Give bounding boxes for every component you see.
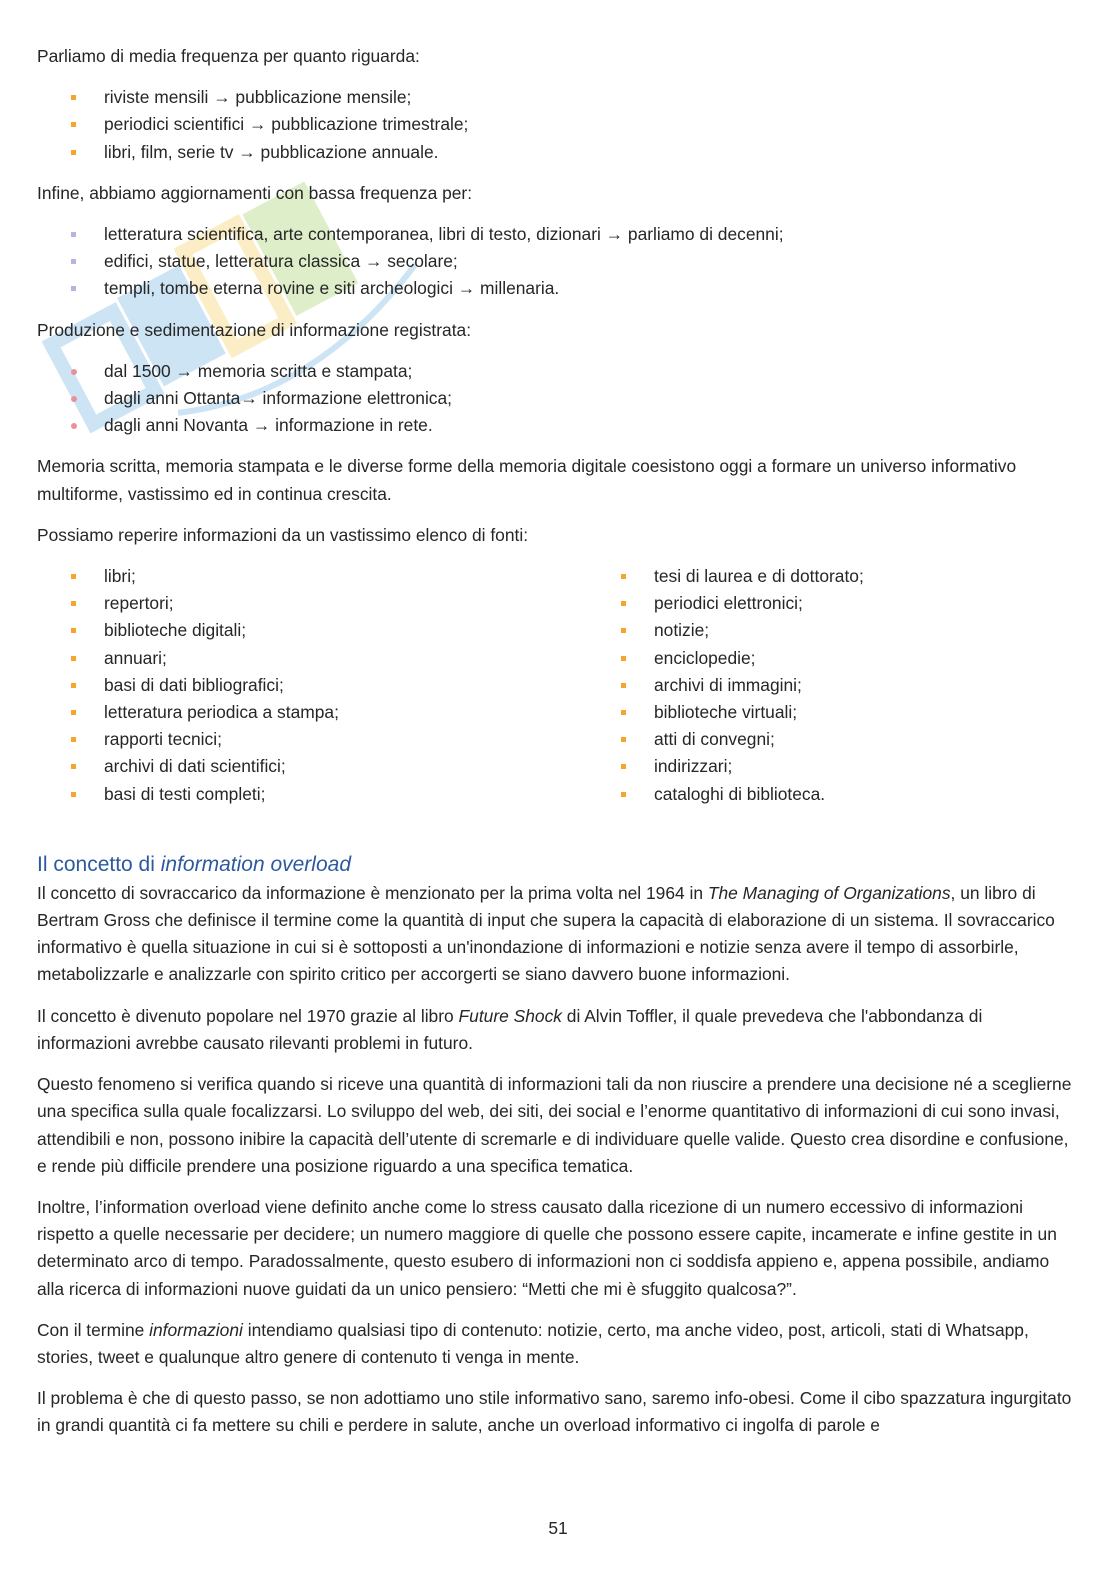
list-item: libri, film, serie tv → pubblicazione annuale. xyxy=(37,139,1073,166)
production-list xyxy=(37,358,1073,440)
list-item: libri; xyxy=(37,563,587,590)
document-page xyxy=(37,43,1073,1454)
memory-paragraph: Memoria scritta, memoria stampata e le diverse forme della memoria digitale coesistono oggi a formare un universo informativo multiforme, vastissimo ed in continua crescita. xyxy=(37,456,1017,504)
list-item: dal 1500 → memoria scritta e stampata; xyxy=(37,358,1073,385)
list-item: archivi di immagini; xyxy=(587,672,1067,699)
list-item: basi di dati bibliografici; xyxy=(37,672,587,699)
section-heading: Il concetto di information overload xyxy=(37,852,352,876)
list-item: biblioteche digitali; xyxy=(37,617,587,644)
list-item: edifici, statue, letteratura classica → secolare; xyxy=(37,248,1073,275)
list-item: basi di testi completi; xyxy=(37,781,587,808)
paragraph: Il concetto è divenuto popolare nel 1970 grazie al libro Future Shock di Alvin Toffler, il quale prevedeva che l'abbondanza di informazioni avrebbe causato rilevanti problemi in futuro. xyxy=(37,1005,983,1053)
list-item: letteratura scientifica, arte contemporanea, libri di testo, dizionari → parliamo di decenni; xyxy=(37,221,1073,248)
list-item: riviste mensili → pubblicazione mensile; xyxy=(37,84,1073,111)
list-item: periodici elettronici; xyxy=(587,590,1067,617)
intro-production: Produzione e sedimentazione di informazione registrata: xyxy=(37,319,472,340)
list-item: annuari; xyxy=(37,645,587,672)
list-item: indirizzari; xyxy=(587,753,1067,780)
list-item: dagli anni Ottanta→ informazione elettronica; xyxy=(37,385,1073,412)
list-item: archivi di dati scientifici; xyxy=(37,753,587,780)
medium-frequency-list xyxy=(37,84,1073,166)
paragraph: Il concetto di sovraccarico da informazione è menzionato per la prima volta nel 1964 in The Managing of Organizations, un libro di Bertram Gross che definisce il termine come la quantità di input che supera la capacità di elaborazione di un sistema. Il sovraccarico informativo è quella situazione in cui si è sottoposti a un'inondazione di informazioni e notizie senza avere il tempo di assorbirle, metabolizzarle e analizzarle con spirito critico per accorgerti se siano davvero buone informazioni. xyxy=(37,882,1055,985)
list-item: tesi di laurea e di dottorato; xyxy=(587,563,1067,590)
intro-low-frequency: Infine, abbiamo aggiornamenti con bassa frequenza per: xyxy=(37,182,473,203)
sources-columns xyxy=(37,563,1073,808)
list-item: rapporti tecnici; xyxy=(37,726,587,753)
paragraph: Con il termine informazioni intendiamo qualsiasi tipo di contenuto: notizie, certo, ma anche video, post, articoli, stati di Whatsapp, stories, tweet e qualunque altro genere di contenuto ti venga in mente. xyxy=(37,1319,1029,1367)
list-item: cataloghi di biblioteca. xyxy=(587,781,1067,808)
paragraph: Questo fenomeno si verifica quando si riceve una quantità di informazioni tali da non riuscire a prendere una decisione né a sceglierne una specifica sulla quale focalizzarsi. Lo sviluppo del web, dei siti, dei social e l’enorme quantitativo di informazioni di cui sono invasi, attendibili e non, possono inibire la capacità dell’utente di scremarle e di individuare quelle valide. Questo crea disordine e confusione, e rende più difficile prendere una posizione riguardo a una specifica tematica. xyxy=(37,1074,1072,1176)
list-item: notizie; xyxy=(587,617,1067,644)
list-item: repertori; xyxy=(37,590,587,617)
sources-list-left xyxy=(37,563,587,808)
list-item: templi, tombe eterna rovine e siti archeologici → millenaria. xyxy=(37,275,1073,302)
intro-medium-frequency: Parliamo di media frequenza per quanto riguarda: xyxy=(37,46,420,66)
low-frequency-list xyxy=(37,221,1073,303)
list-item: dagli anni Novanta → informazione in rete. xyxy=(37,412,1073,439)
list-item: biblioteche virtuali; xyxy=(587,699,1067,726)
paragraph: Il problema è che di questo passo, se non adottiamo uno stile informativo sano, saremo info-obesi. Come il cibo spazzatura ingurgitato in grandi quantità ci fa mettere su chili e perdere in salute, anche un overload informativo ci ingolfa di parole e xyxy=(37,1388,1072,1436)
list-item: letteratura periodica a stampa; xyxy=(37,699,587,726)
page-number: 51 xyxy=(548,1518,568,1538)
section-body xyxy=(37,880,1073,1440)
paragraph: Inoltre, l’information overload viene definito anche come lo stress causato dalla ricezione di un numero eccessivo di informazioni rispetto a quelle necessarie per decidere; un numero maggiore di quelle che possono essere capite, incamerate e infine gestite in un determinato arco di tempo. Paradossalmente, questo esubero di informazioni non ci soddisfa appieno e, appena possibile, andiamo alla ricerca di informazioni nuove guidati da un unico pensiero: “Metti che mi è sfuggito qualcosa?”. xyxy=(37,1196,1057,1299)
list-item: enciclopedie; xyxy=(587,645,1067,672)
list-item: periodici scientifici → pubblicazione trimestrale; xyxy=(37,111,1073,138)
list-item: atti di convegni; xyxy=(587,726,1067,753)
sources-list-right xyxy=(587,563,1067,808)
intro-sources: Possiamo reperire informazioni da un vastissimo elenco di fonti: xyxy=(37,524,529,545)
